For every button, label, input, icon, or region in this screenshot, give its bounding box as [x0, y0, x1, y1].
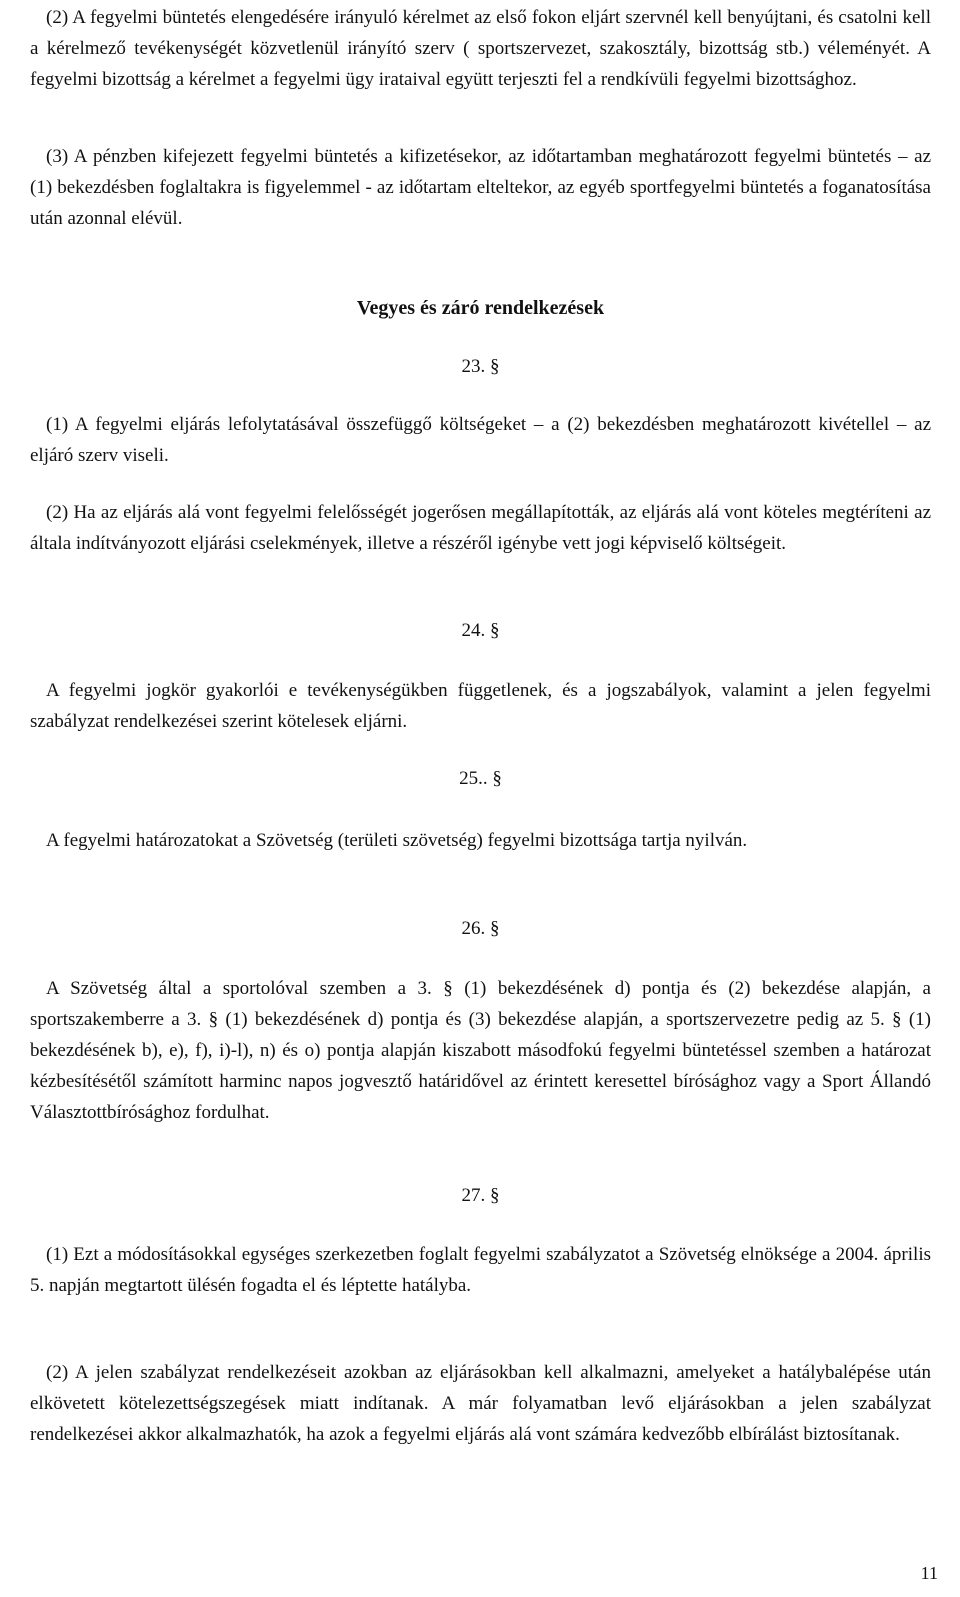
paragraph-24: A fegyelmi jogkör gyakorlói e tevékenységükben függetlenek, és a jogszabályok, valamint a jelen fegyelmi szabályzat rendelkezései szerint kötelesek eljárni.	[30, 680, 931, 732]
paragraph-22-3: (3) A pénzben kifejezett fegyelmi büntetés a kifizetésekor, az időtartamban meghatározott fegyelmi büntetés – az (1) bekezdésben foglaltakra is figyelemmel - az időtartam elteltekor, az egyéb sportfegyelmi büntetés a foganatosítása után azonnal elévül.	[30, 146, 931, 229]
paragraph-22-2: (2) A fegyelmi büntetés elengedésére irányuló kérelmet az első fokon eljárt szervnél kell benyújtani, és csatolni kell a kérelmező tevékenységét közvetlenül irányító szerv ( sportszervezet, szakosztály, bizottság stb.) véleményét. A fegyelmi bizottság a kérelmet a fegyelmi ügy irataival együtt terjeszti fel a rendkívüli fegyelmi bizottsághoz.	[30, 7, 931, 90]
section-heading: Vegyes és záró rendelkezések	[356, 297, 605, 319]
section-number-24: 24. §	[461, 620, 500, 641]
paragraph-23-2: (2) Ha az eljárás alá vont fegyelmi felelősségét jogerősen megállapították, az eljárás alá vont köteles megtéríteni az általa indítványozott eljárási cselekmények, illetve a részéről igénybe vett jogi képviselő költségeit.	[30, 502, 931, 554]
section-number-26: 26. §	[461, 918, 500, 939]
paragraph-23-1: (1) A fegyelmi eljárás lefolytatásával összefüggő költségeket – a (2) bekezdésben meghatározott kivétellel – az eljáró szerv viseli.	[30, 414, 931, 466]
section-number-25: 25.. §	[459, 768, 502, 789]
page-number: 11	[920, 1563, 938, 1583]
paragraph-27-1: (1) Ezt a módosításokkal egységes szerkezetben foglalt fegyelmi szabályzatot a Szövetség elnöksége a 2004. április 5. napján megtartott ülésén fogadta el és léptette hatályba.	[30, 1244, 931, 1296]
paragraph-25: A fegyelmi határozatokat a Szövetség (területi szövetség) fegyelmi bizottsága tartja nyilván.	[46, 830, 748, 851]
paragraph-26: A Szövetség által a sportolóval szemben a 3. § (1) bekezdésének d) pontja és (2) bekezdése alapján, a sportszakemberre a 3. § (1) bekezdésének d) pontja és (3) bekezdése alapján, a sportszervezetre pedig az 5. § (1) bekezdésének b), e), f), i)-l), n) és o) pontja alapján kiszabott másodfokú fegyelmi büntetéssel szemben a határozat kézbesítésétől számított harminc napos jogvesztő határidővel az érintett keresettel bírósághoz vagy a Sport Állandó Választottbírósághoz fordulhat.	[30, 978, 931, 1123]
paragraph-27-2: (2) A jelen szabályzat rendelkezéseit azokban az eljárásokban kell alkalmazni, amelyeket a hatálybalépése után elkövetett kötelezettségszegések miatt indítanak. A már folyamatban levő eljárásokban a jelen szabályzat rendelkezései akkor alkalmazhatók, ha azok a fegyelmi eljárás alá vont számára kedvezőbb elbírálást biztosítanak.	[30, 1362, 931, 1445]
section-number-27: 27. §	[461, 1185, 500, 1206]
section-number-23: 23. §	[461, 356, 500, 377]
